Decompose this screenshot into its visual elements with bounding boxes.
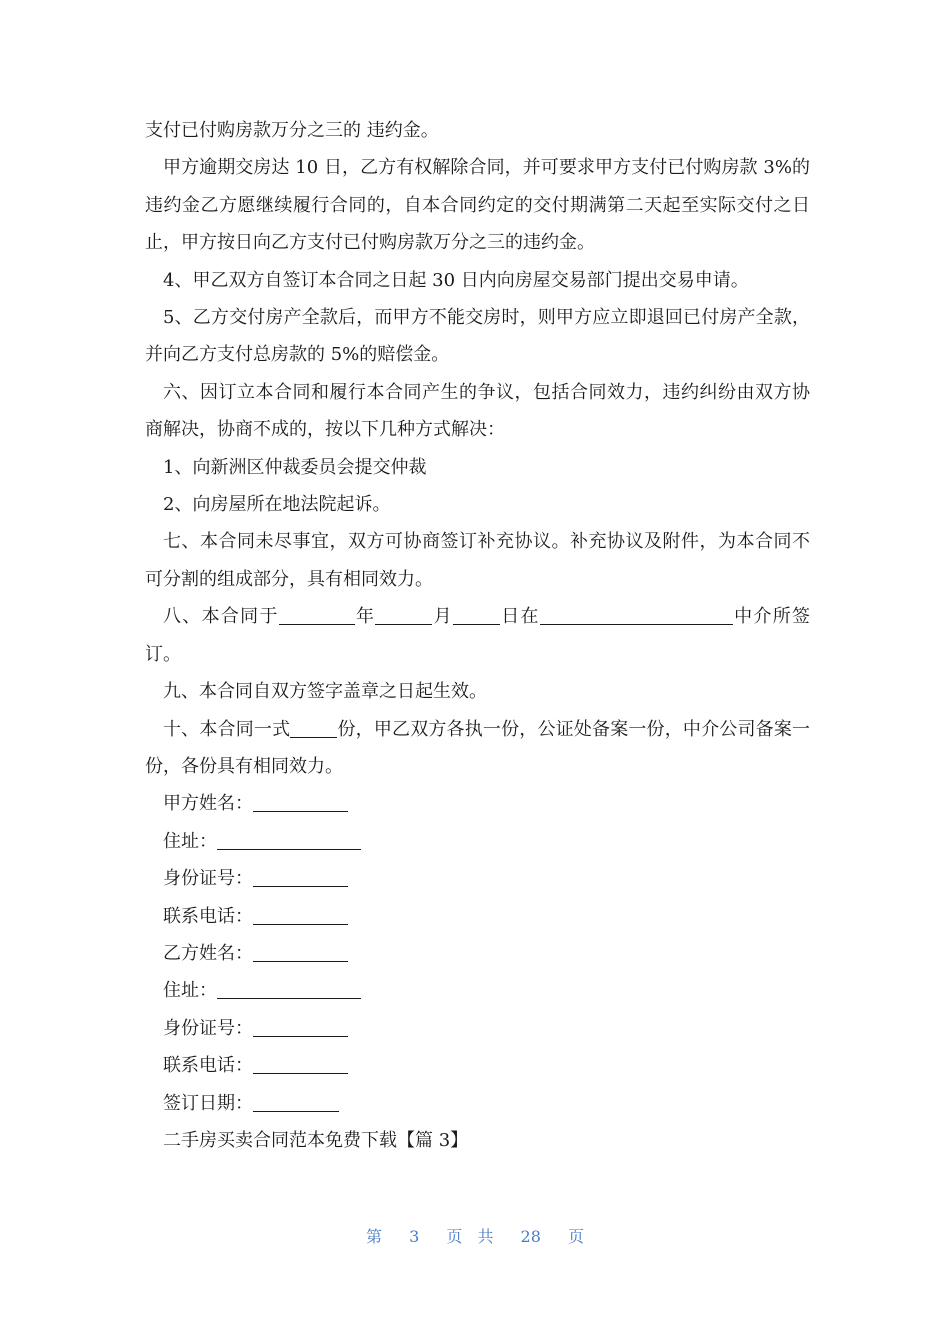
party-b-name-blank[interactable]	[253, 943, 348, 962]
paragraph-signing-clause	[145, 598, 810, 673]
next-section-heading: 二手房买卖合同范本免费下载【篇 3】	[163, 1129, 469, 1151]
paragraph-late-delivery: 甲方逾期交房达 10 日，乙方有权解除合同，并可要求甲方支付已付购房款 3%的违约金乙方愿继续履行合同的，自本合同约定的交付期满第二天起至实际交付之日止，甲方按日向乙方支付已付购房款万分之三的违约金。	[145, 157, 810, 254]
paragraph-dispute-resolution: 六、因订立本合同和履行本合同产生的争议，包括合同效力，违约纠纷由双方协商解决，协商不成的，按以下几种方式解决：	[145, 381, 810, 441]
field-label: 签订日期：	[163, 1092, 253, 1114]
party-b-id-blank[interactable]	[253, 1018, 348, 1037]
page-footer	[0, 1224, 950, 1247]
party-a-id-blank[interactable]	[253, 868, 348, 887]
paragraph-arbitration: 1、向新洲区仲裁委员会提交仲裁	[163, 456, 427, 478]
signing-prefix: 八、本合同于	[163, 606, 279, 628]
field-party-a-phone	[145, 898, 810, 935]
signing-day-label: 日在	[499, 606, 540, 628]
footer-page-label: 第	[365, 1227, 382, 1246]
field-party-a-name	[145, 785, 810, 822]
field-party-a-address	[145, 823, 810, 860]
paragraph-copies-clause	[145, 711, 810, 786]
paragraph-refund-compensation: 5、乙方交付房产全款后，而甲方不能交房时，则甲方应立即退回已付房产全款，并向乙方支付总房款的 5%的赔偿金。	[145, 307, 810, 366]
field-label: 身份证号：	[163, 1017, 253, 1039]
paragraph-supplementary-agreement: 七、本合同未尽事宜，双方可协商签订补充协议。补充协议及附件，为本合同不可分割的组成部分，具有相同效力。	[145, 531, 810, 590]
party-b-phone-blank[interactable]	[253, 1055, 348, 1074]
paragraph-penalty-continued: 支付已付购房款万分之三的 违约金。	[145, 120, 439, 141]
field-label: 甲方姓名：	[163, 793, 253, 815]
paragraph-lawsuit: 2、向房屋所在地法院起诉。	[163, 494, 391, 516]
document-body	[145, 112, 810, 1159]
party-a-address-blank[interactable]	[217, 831, 361, 850]
party-a-name-blank[interactable]	[253, 793, 348, 812]
field-label: 住址：	[163, 830, 217, 852]
footer-page-number: 3	[409, 1227, 420, 1246]
field-label: 联系电话：	[163, 1055, 253, 1077]
field-party-b-address	[145, 972, 810, 1009]
agency-location-blank[interactable]	[540, 606, 733, 625]
footer-page-suffix: 页	[568, 1227, 585, 1246]
field-party-b-id	[145, 1010, 810, 1047]
field-label: 身份证号：	[163, 868, 253, 890]
footer-page-mid: 页 共	[446, 1227, 494, 1246]
field-party-b-phone	[145, 1047, 810, 1084]
field-label: 住址：	[163, 980, 217, 1002]
party-b-address-blank[interactable]	[217, 980, 361, 999]
field-party-a-id	[145, 860, 810, 897]
copies-prefix: 十、本合同一式	[163, 718, 291, 740]
month-blank[interactable]	[375, 606, 432, 625]
signing-suffix: 中介所签订。	[145, 606, 811, 665]
signing-year-label: 年	[354, 606, 376, 628]
field-party-b-name	[145, 935, 810, 972]
copies-count-blank[interactable]	[290, 719, 337, 738]
signing-month-label: 月	[432, 606, 453, 628]
footer-total-pages: 28	[520, 1227, 541, 1246]
paragraph-transaction-application: 4、甲乙双方自签订本合同之日起 30 日内向房屋交易部门提出交易申请。	[163, 269, 749, 291]
year-blank[interactable]	[279, 606, 355, 625]
party-a-phone-blank[interactable]	[253, 906, 348, 925]
field-label: 乙方姓名：	[163, 942, 253, 964]
paragraph-effective-clause: 九、本合同自双方签字盖章之日起生效。	[163, 681, 487, 703]
copies-suffix: 份，甲乙双方各执一份，公证处备案一份，中介公司备案一份，各份具有相同效力。	[145, 718, 811, 777]
signing-date-blank[interactable]	[253, 1093, 339, 1112]
day-blank[interactable]	[453, 606, 500, 625]
field-label: 联系电话：	[163, 905, 253, 927]
field-signing-date	[145, 1085, 810, 1122]
